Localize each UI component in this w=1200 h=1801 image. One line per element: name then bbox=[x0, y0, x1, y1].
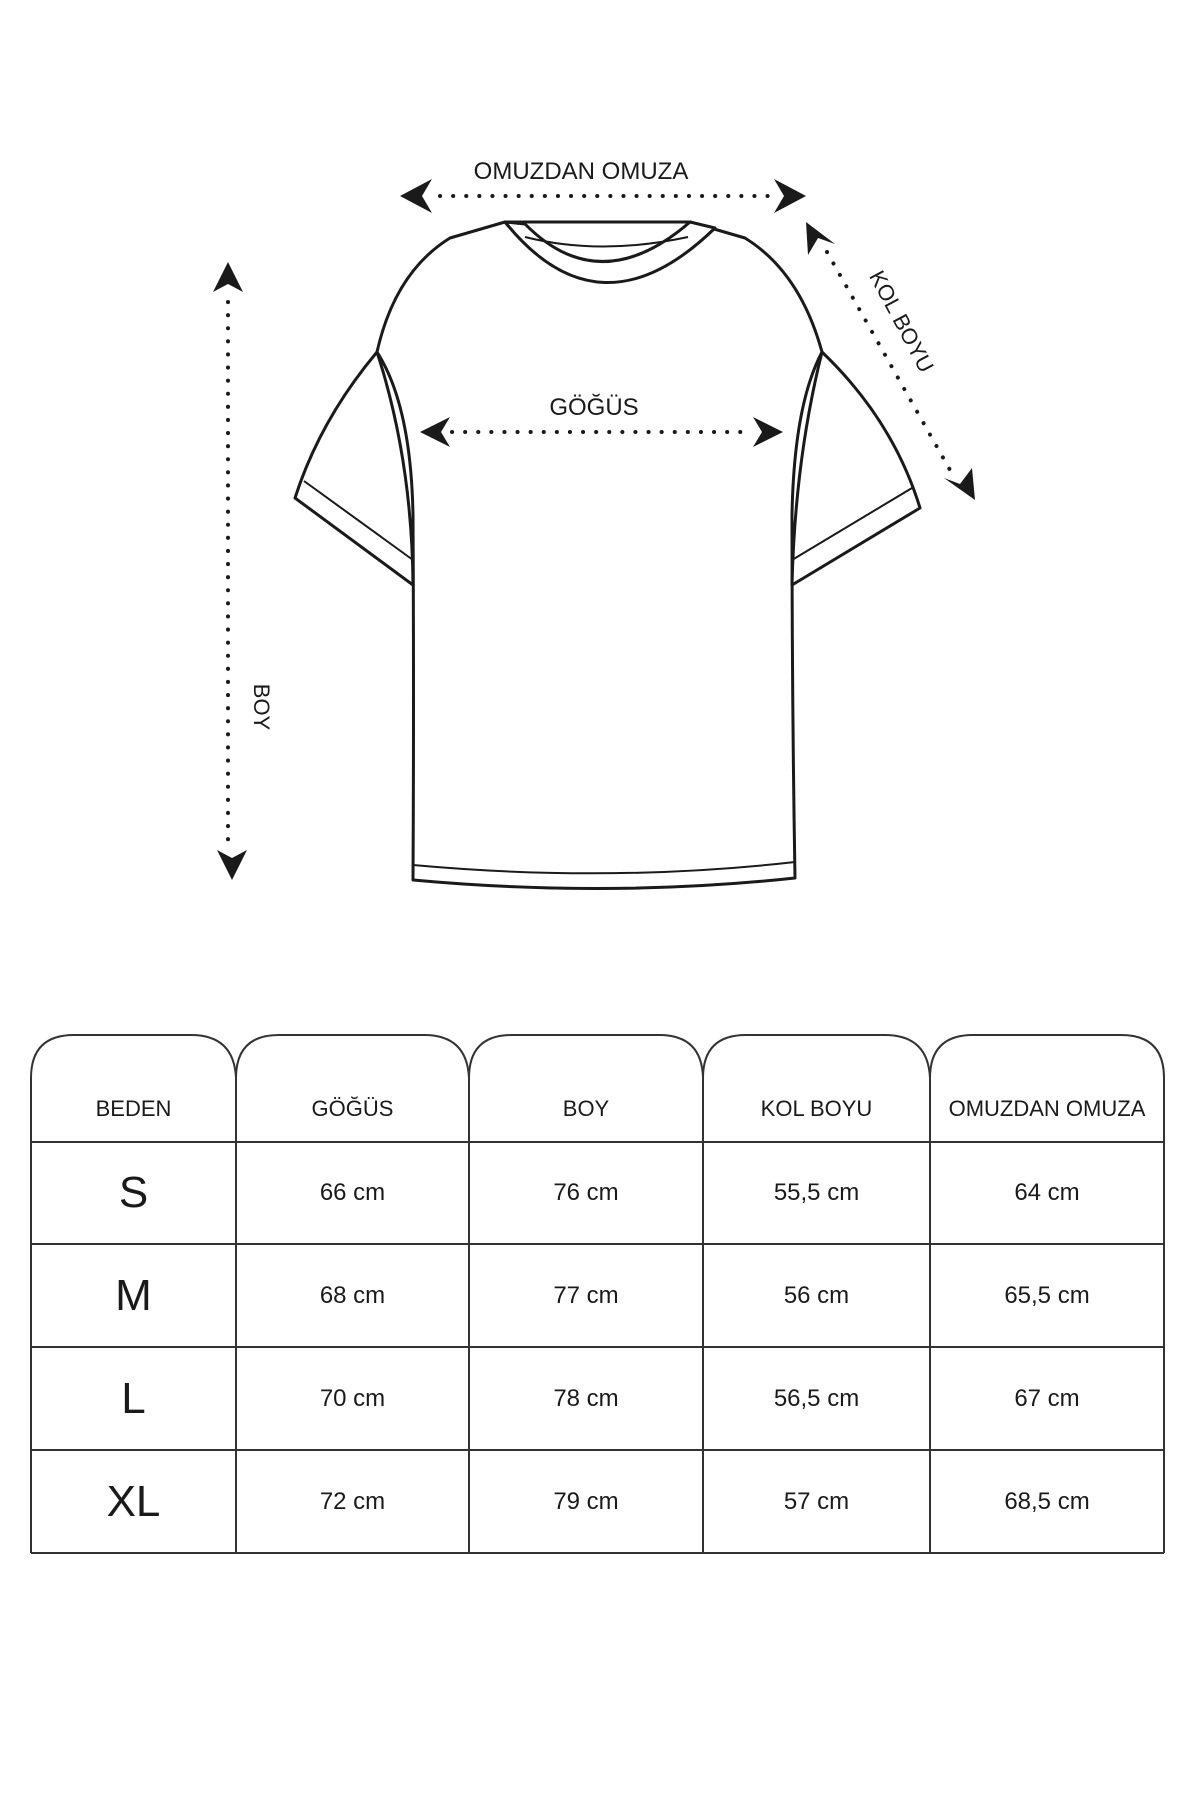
tshirt-right-sleeve bbox=[792, 352, 920, 585]
chest-label: GÖĞÜS bbox=[549, 394, 639, 421]
value-kol-boyu: 55,5 cm bbox=[773, 1179, 860, 1206]
length-dimension bbox=[213, 262, 274, 880]
value-gogus: 66 cm bbox=[319, 1179, 386, 1206]
size-label: XL bbox=[106, 1476, 161, 1526]
up-arrow-icon bbox=[213, 262, 243, 292]
value-boy: 76 cm bbox=[553, 1179, 619, 1206]
value-kol-boyu: 57 cm bbox=[783, 1487, 850, 1515]
value-omuzdan-omuza: 68,5 cm bbox=[1004, 1487, 1090, 1515]
header-beden: BEDEN bbox=[95, 1095, 172, 1121]
value-boy: 78 cm bbox=[553, 1384, 619, 1412]
size-label: S bbox=[118, 1168, 149, 1217]
value-omuzdan-omuza: 67 cm bbox=[1014, 1384, 1080, 1412]
size-table bbox=[0, 1000, 1200, 1600]
size-label: L bbox=[121, 1373, 146, 1423]
length-label: BOY bbox=[249, 683, 274, 731]
header-kol-boyu: KOL BOYU bbox=[760, 1095, 873, 1121]
left-arrow-icon bbox=[400, 179, 432, 213]
header-omuzdan-omuza: OMUZDAN OMUZA bbox=[948, 1095, 1146, 1121]
value-kol-boyu: 56,5 cm bbox=[773, 1384, 860, 1412]
tshirt-outline bbox=[295, 222, 920, 889]
value-omuzdan-omuza: 65,5 cm bbox=[1004, 1281, 1090, 1309]
value-kol-boyu: 56 cm bbox=[783, 1281, 850, 1309]
sleeve-label: KOL BOYU bbox=[864, 266, 939, 377]
size-label: M bbox=[115, 1270, 152, 1320]
right-arrow-icon bbox=[774, 179, 806, 213]
value-gogus: 68 cm bbox=[319, 1281, 386, 1309]
tshirt-body bbox=[377, 222, 822, 889]
value-boy: 77 cm bbox=[553, 1281, 619, 1309]
shoulder-dimension bbox=[400, 158, 806, 213]
header-gogus: GÖĞÜS bbox=[311, 1095, 394, 1121]
down-arrow-icon bbox=[944, 468, 975, 500]
value-gogus: 72 cm bbox=[319, 1487, 386, 1515]
up-arrow-icon bbox=[806, 222, 835, 255]
down-arrow-icon bbox=[217, 850, 247, 880]
header-boy: BOY bbox=[562, 1095, 610, 1121]
value-boy: 79 cm bbox=[553, 1487, 619, 1515]
value-gogus: 70 cm bbox=[319, 1384, 386, 1412]
shoulder-label: OMUZDAN OMUZA bbox=[473, 158, 689, 185]
value-omuzdan-omuza: 64 cm bbox=[1014, 1179, 1080, 1206]
